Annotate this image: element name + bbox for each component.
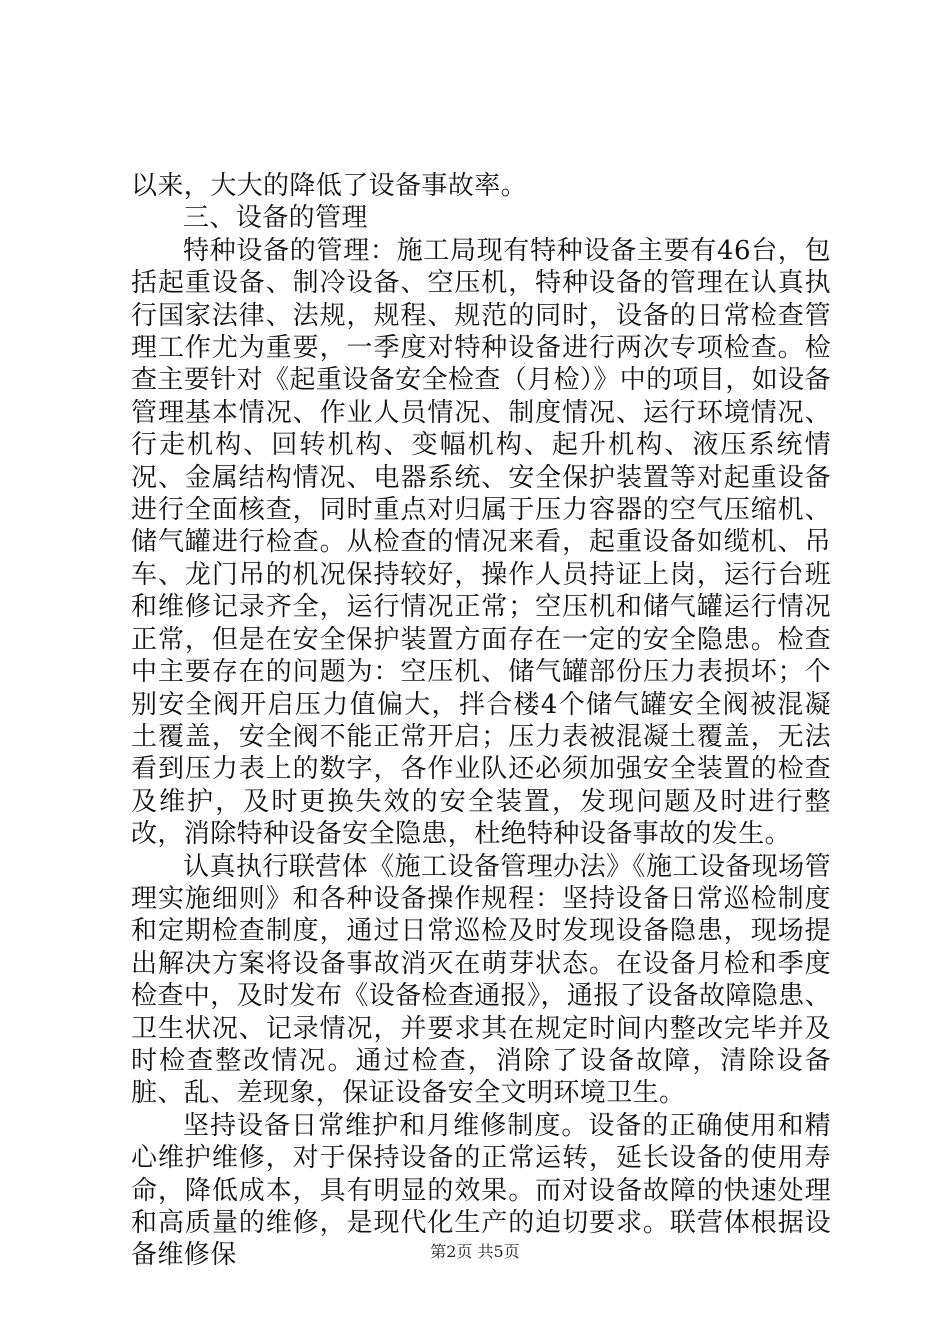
paragraph-special-equipment: 特种设备的管理：施工局现有特种设备主要有46台，包括起重设备、制冷设备、空压机，特种设备的管理在认真执行国家法律、法规，规程、规范的同时，设备的日常检查管理工作尤为重要，一季度对特种设备进行两次专项检查。检查主要针对《起重设备安全检查（月检）》中的项目，如设备管理基本情况、作业人员情况、制度情况、运行环境情况、行走机构、回转机构、变幅机构、起升机构、液压系统情况、金属结构情况、电器系统、安全保护装置等对起重设备进行全面核查，同时重点对归属于压力容器的空气压缩机、储气罐进行检查。从检查的情况来看，起重设备如缆机、吊车、龙门吊的机况保持较好，操作人员持证上岗，运行台班和维修记录齐全，运行情况正常；空压机和储气罐运行情况正常，但是在安全保护装置方面存在一定的安全隐患。检查中主要存在的问题为：空压机、储气罐部份压力表损坏；个别安全阀开启压力值偏大，拌合楼4个储气罐安全阀被混凝土覆盖，安全阀不能正常开启；压力表被混凝土覆盖，无法看到压力表上的数字，各作业队还必须加强安全装置的检查及维护，及时更换失效的安全装置，发现问题及时进行整改，消除特种设备安全隐患，杜绝特种设备事故的发生。 — [131, 235, 831, 850]
paragraph-maintenance: 坚持设备日常维护和月维修制度。设备的正确使用和精心维护维修，对于保持设备的正常运转，延长设备的使用寿命，降低成本，具有明显的效果。而对设备故障的快速处理和高质量的维修，是现代化生产的迫切要求。联营体根据设备维修保 — [131, 1110, 831, 1271]
paragraph-continuation: 以来，大大的降低了设备事故率。 — [131, 171, 528, 201]
document-body — [131, 170, 831, 1272]
paragraph-management-rules: 认真执行联营体《施工设备管理办法》《施工设备现场管理实施细则》和各种设备操作规程：坚持设备日常巡检制度和定期检查制度，通过日常巡检及时发现设备隐患，现场提出解决方案将设备事故消灭在萌芽状态。在设备月检和季度检查中，及时发布《设备检查通报》，通报了设备故障隐患、卫生状况、记录情况，并要求其在规定时间内整改完毕并及时检查整改情况。通过检查，消除了设备故障，清除设备脏、乱、差现象，保证设备安全文明环境卫生。 — [131, 851, 831, 1109]
page-footer: 第2页 共5页 — [430, 1242, 520, 1261]
section-heading: 三、设备的管理 — [183, 203, 368, 234]
